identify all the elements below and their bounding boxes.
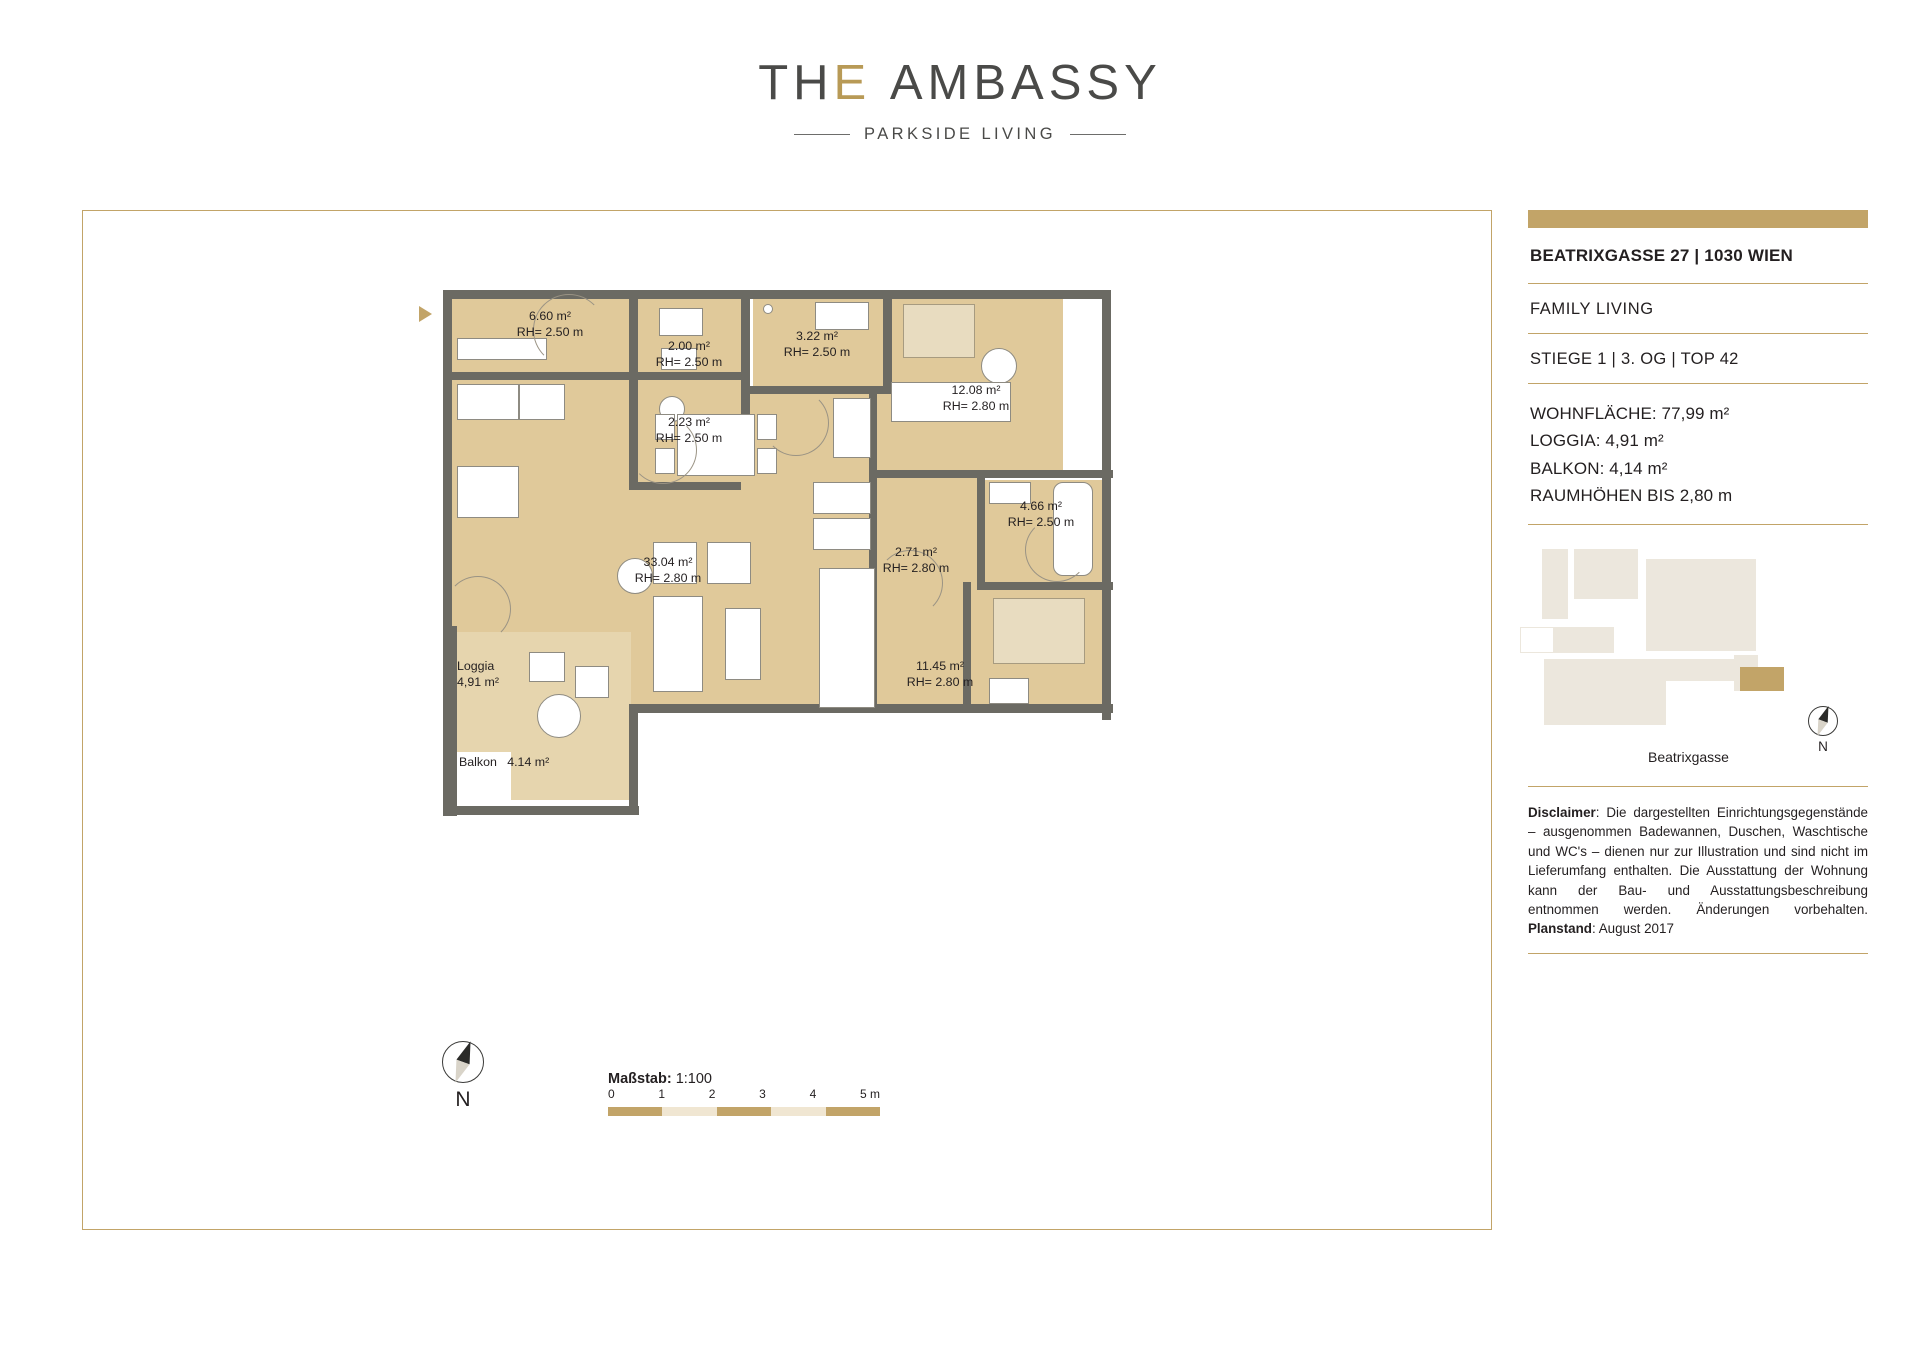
sitemap-compass-rose-icon xyxy=(1808,706,1838,736)
logo-subtitle-row xyxy=(0,125,1920,144)
planstand-value: : August 2017 xyxy=(1592,921,1674,937)
compass-needle-light xyxy=(449,1060,470,1085)
sitemap-highlight-unit xyxy=(1740,667,1784,691)
scale-title xyxy=(608,1071,880,1087)
room-label-200: 2.00 m² RH= 2.50 m xyxy=(655,339,723,370)
panel-top-gold-bar xyxy=(1528,210,1868,228)
panel-area-loggia: LOGGIA: 4,91 m² xyxy=(1530,431,1664,451)
sitemap-block-3 xyxy=(1646,559,1756,651)
scale-tick-4: 4 xyxy=(809,1087,817,1101)
sitemap-block-1 xyxy=(1542,549,1568,619)
wall-int-h2 xyxy=(629,372,741,380)
scale-tick-1: 1 xyxy=(658,1087,666,1101)
floorplan-drawing xyxy=(433,286,1313,986)
panel-category: FAMILY LIVING xyxy=(1530,299,1654,318)
panel-area-raumhoehen: RAUMHÖHEN BIS 2,80 m xyxy=(1530,486,1733,506)
scale-tick-5: 5 m xyxy=(859,1087,880,1101)
kitchen-worktop xyxy=(519,384,565,420)
sitemap-block-2 xyxy=(1574,549,1638,599)
room-label-loggia: Loggia 4,91 m² xyxy=(457,659,500,690)
sitemap-compass xyxy=(1800,706,1846,754)
room-label-271: 2.71 m² RH= 2.80 m xyxy=(882,545,950,576)
scale-bar-block xyxy=(608,1071,880,1116)
sofa xyxy=(653,596,703,692)
chair-1208 xyxy=(981,348,1017,384)
room-label-1208: 12.08 m² RH= 2.80 m xyxy=(942,383,1010,414)
panel-rule-6 xyxy=(1528,953,1868,954)
wall-bottom-balcony xyxy=(443,806,639,815)
door-arc-loggia xyxy=(445,576,511,642)
disclaimer-text: : Die dargestellten Einrichtungsgegenstände – ausgenommen Badewannen, Duschen, Waschtische und WC's – dienen nur zur Illustration und sind nicht im Lieferumfang enthalten. Die Ausstattung der Wohnung kann der Bau- und Ausstattungsbeschreibung entnommen werden. Änderungen vorbehalten. xyxy=(1528,804,1868,917)
compass-rose-icon xyxy=(442,1041,484,1083)
info-panel xyxy=(1528,210,1868,954)
balcony-chair-2 xyxy=(575,666,609,698)
panel-rule-4 xyxy=(1528,524,1868,525)
logo-word-ambassy: AMBASSY xyxy=(889,56,1162,110)
sitemap-block-4 xyxy=(1544,627,1614,653)
planstand-label: Planstand xyxy=(1528,921,1592,937)
kitchen-stove xyxy=(457,466,519,518)
brand-logo xyxy=(0,55,1920,144)
kitchen-sink xyxy=(457,384,519,420)
wall-int-v3 xyxy=(883,290,892,394)
floorplan-frame xyxy=(82,210,1492,1230)
room-label-322: 3.22 m² RH= 2.50 m xyxy=(783,329,851,360)
panel-rule-5 xyxy=(1528,786,1868,787)
scale-value: 1:100 xyxy=(675,1071,712,1087)
wall-int-h6 xyxy=(977,582,1113,590)
wall-int-h5 xyxy=(869,470,1113,478)
logo-subtitle: PARKSIDE LIVING xyxy=(864,125,1056,143)
panel-category-section xyxy=(1528,284,1868,333)
disclaimer-block xyxy=(1528,803,1868,939)
wall-int-h3 xyxy=(629,482,741,490)
panel-unit: STIEGE 1 | 3. OG | TOP 42 xyxy=(1530,349,1739,368)
wall-int-h4 xyxy=(451,372,629,380)
site-map xyxy=(1528,531,1868,786)
disclaimer-label: Disclaimer xyxy=(1528,804,1596,820)
panel-area-wohnflaeche: WOHNFLÄCHE: 77,99 m² xyxy=(1530,403,1730,423)
wall-int-v6 xyxy=(963,582,971,712)
scale-seg-5 xyxy=(826,1107,880,1116)
logo-word-e: E xyxy=(833,56,872,110)
scale-tick-2: 2 xyxy=(708,1087,716,1101)
bath-fitting xyxy=(763,304,773,314)
sitemap-needle-light xyxy=(1813,719,1828,737)
door-arc-hall xyxy=(763,390,829,456)
sitemap-courtyard xyxy=(1520,627,1554,653)
wall-top xyxy=(443,290,1111,299)
bed-1145 xyxy=(993,598,1085,664)
wall-left-lower xyxy=(443,626,457,816)
hall-cabinet-2 xyxy=(813,482,871,514)
sitemap-street-label: Beatrixgasse xyxy=(1648,748,1729,765)
scale-ticks xyxy=(608,1087,880,1101)
plan-compass xyxy=(435,1041,491,1112)
wc-basin xyxy=(659,308,703,336)
room-label-223: 2.23 m² RH= 2.50 m xyxy=(655,415,723,446)
scale-label: Maßstab: xyxy=(608,1071,672,1087)
logo-rule-left xyxy=(794,134,850,135)
scale-seg-3 xyxy=(717,1107,771,1116)
panel-area-balkon: BALKON: 4,14 m² xyxy=(1530,458,1668,478)
room-label-660: 6.60 m² RH= 2.50 m xyxy=(516,309,584,340)
scale-tick-0: 0 xyxy=(608,1087,615,1101)
scale-tick-3: 3 xyxy=(759,1087,766,1101)
dining-chair-4 xyxy=(757,448,777,474)
panel-address-section xyxy=(1528,228,1868,283)
entry-arrow-icon xyxy=(419,306,432,322)
scale-seg-2 xyxy=(662,1107,716,1116)
balcony-table xyxy=(537,694,581,738)
compass-north-label: N xyxy=(455,1088,471,1111)
sitemap-north-label: N xyxy=(1818,738,1828,754)
panel-areas-section xyxy=(1528,384,1868,524)
wall-right xyxy=(1102,290,1111,720)
sitemap-block-5 xyxy=(1544,659,1666,725)
scale-seg-1 xyxy=(608,1107,662,1116)
hall-cabinet-1 xyxy=(833,398,871,458)
room-label-3304: 33.04 m² RH= 2.80 m xyxy=(634,555,702,586)
scale-seg-4 xyxy=(771,1107,825,1116)
panel-address: BEATRIXGASSE 27 | 1030 WIEN xyxy=(1530,246,1794,265)
room-label-1145: 11.45 m² RH= 2.80 m xyxy=(906,659,974,690)
balcony-chair-1 xyxy=(529,652,565,682)
room-fill-loggia xyxy=(455,632,511,752)
coffee-table xyxy=(725,608,761,680)
panel-unit-section xyxy=(1528,334,1868,383)
kitchen-counter-top xyxy=(457,338,547,360)
logo-wordmark xyxy=(0,55,1920,111)
room-label-balkon: Balkon 4.14 m² xyxy=(459,755,550,769)
bed-1208 xyxy=(903,304,975,358)
logo-rule-right xyxy=(1070,134,1126,135)
wall-left xyxy=(443,290,452,632)
room-label-466: 4.66 m² RH= 2.50 m xyxy=(1007,499,1075,530)
logo-word-the: TH xyxy=(758,56,834,110)
bath-washbasin xyxy=(815,302,869,330)
scale-bar xyxy=(608,1107,880,1116)
